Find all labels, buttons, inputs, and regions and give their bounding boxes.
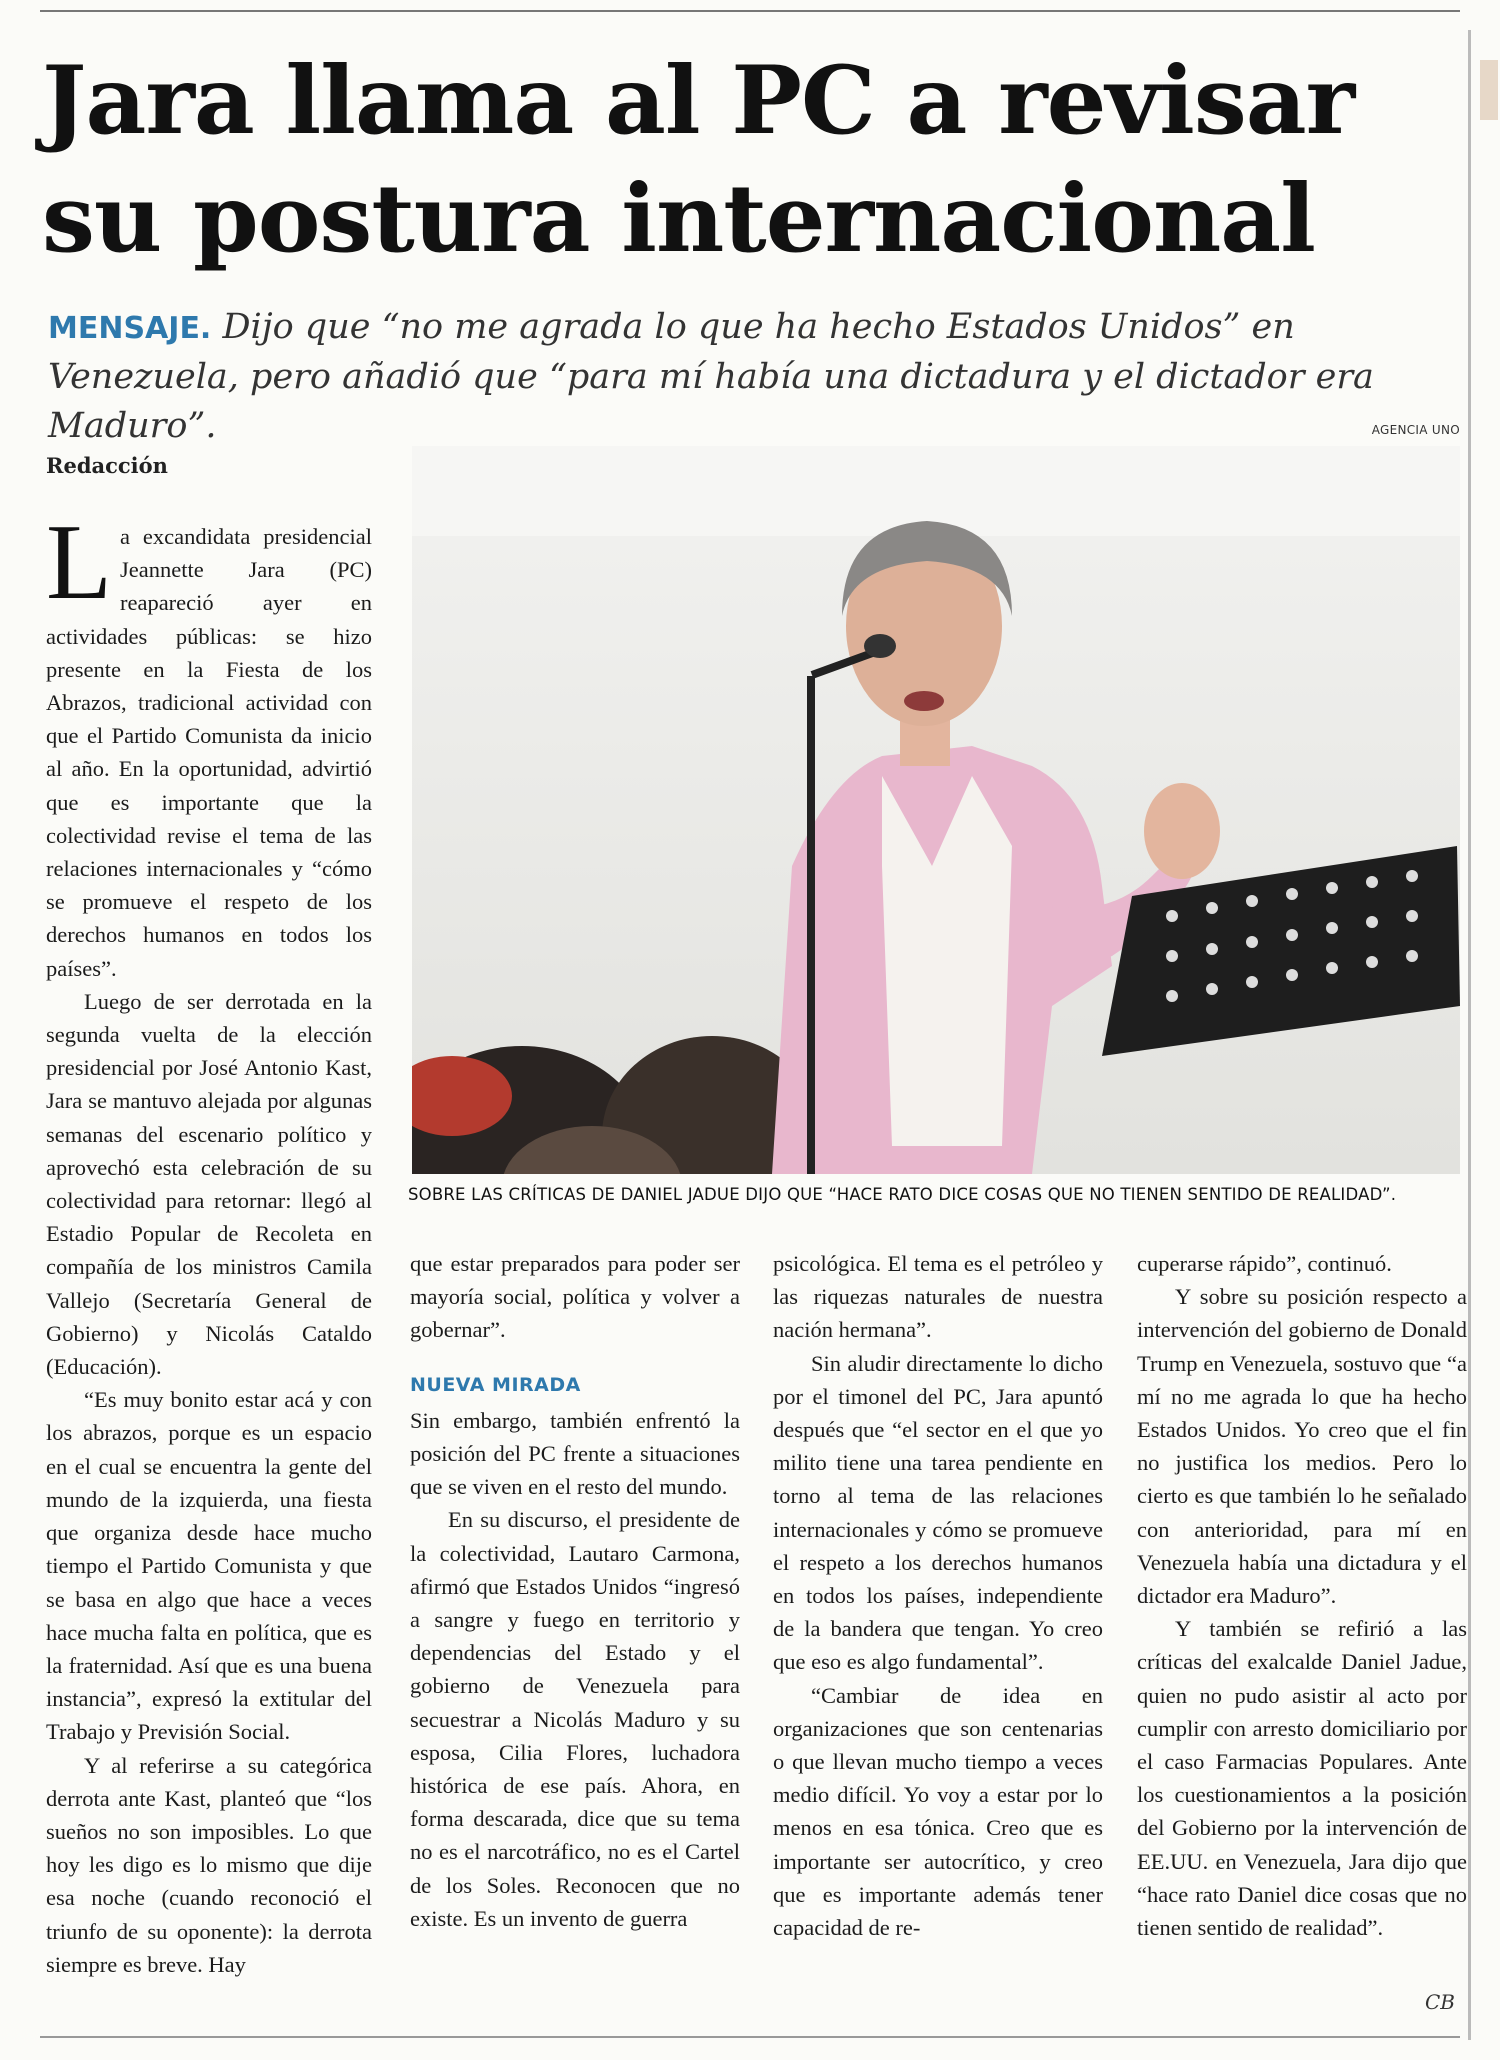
photo-credit: AGENCIA UNO (1371, 423, 1460, 437)
paragraph: Y sobre su posición respecto a intervención del gobierno de Donald Trump en Venezuela, sostuvo que “a mí no me agrada lo que ha hecho Estados Unidos. Yo creo que el fin no justifica los medios. Pero lo cierto es que también lo he señalado con anterioridad, para mí en Venezuela había una dictadura y el dictador era Maduro”. (1137, 1284, 1467, 1609)
paragraph: psicológica. El tema es el petróleo y las riquezas naturales de nuestra nación hermana”. (773, 1251, 1103, 1343)
paragraph: Y también se refirió a las críticas del exalcalde Daniel Jadue, quien no pudo asistir al acto por cumplir con arresto domiciliario por el caso Farmacias Populares. Ante los cuestionamientos a la posición del Gobierno por la intervención de EE.UU. en Venezuela, Jara dijo que “hace rato Daniel dice cosas que no tienen sentido de realidad”. (1137, 1616, 1467, 1941)
article-photo (412, 446, 1460, 1174)
column-divider (1468, 30, 1471, 2040)
paragraph: Sin aludir directamente lo dicho por el timonel del PC, Jara apuntó después que “el sector en el que yo milito tiene una tarea pendiente en torno al tema de las relaciones internacionales y cómo se promueve el respeto a los derechos humanos en todos los países, independiente de la bandera que tengan. Yo creo que eso es algo fundamental”. (773, 1350, 1103, 1675)
byline: Redacción (46, 453, 168, 478)
deck (48, 303, 1468, 451)
bottom-rule (40, 2036, 1460, 2038)
paragraph: cuperarse rápido”, continuó. (1137, 1251, 1392, 1276)
paragraph: Luego de ser derrotada en la segunda vuelta de la elección presidencial por José Antonio Kast, Jara se mantuvo alejada por algunas semanas del escenario político y aprovechó esta celebración de su colectividad para retornar: llegó al Estadio Popular de Recoleta en compañía de los ministros Camila Vallejo (Secretaría General de Gobierno) y Nicolás Cataldo (Educación). (46, 988, 372, 1380)
top-rule (40, 10, 1460, 12)
paragraph: Sin embargo, también enfrentó la posición del PC frente a situaciones que se viven en el resto del mundo. (410, 1407, 740, 1500)
paragraph (46, 503, 372, 985)
paragraph: “Cambiar de idea en organizaciones que son centenarias o que llevan mucho tiempo a veces medio difícil. Yo voy a estar por lo menos en esa tónica. Creo que es importante ser autocrítico, y creo que es importante además tener capacidad de re- (773, 1682, 1103, 1941)
paragraph: Y al referirse a su categórica derrota ante Kast, planteó que “los sueños no son imposibles. Lo que hoy les digo es lo mismo que dije esa noche (cuando reconoció el triunfo de su oponente): la derrota siempre es breve. Hay (46, 1752, 372, 1977)
headline: Jara llama al PC a revisar su postura internacional (42, 46, 1355, 274)
deck-label: MENSAJE. (48, 311, 212, 346)
deck-text: Dijo que “no me agrada lo que ha hecho Estados Unidos” en Venezuela, pero añadió que “para mí había una dictadura y el dictador era Maduro”. (48, 307, 1374, 446)
adjacent-page-edge (1480, 60, 1498, 120)
photo-illustration (412, 446, 1460, 1174)
paragraph: que estar preparados para poder ser mayoría social, política y volver a gobernar”. (410, 1251, 740, 1343)
subhead: NUEVA MIRADA (410, 1373, 581, 1396)
paragraph: En su discurso, el presidente de la colectividad, Lautaro Carmona, afirmó que Estados Unidos “ingresó a sangre y fuego en territorio y dependencias del Estado y el gobierno de Venezuela para secuestrar a Nicolás Maduro y su esposa, Cilia Flores, luchadora histórica de ese país. Ahora, en forma descarada, dice que su tema no es el narcotráfico, no es el Cartel de los Soles. Reconocen que no existe. Es un invento de guerra (410, 1507, 740, 1931)
drop-cap: L (46, 503, 112, 622)
column-3 (773, 1247, 1103, 1944)
photo-caption: SOBRE LAS CRÍTICAS DE DANIEL JADUE DIJO QUE “HACE RATO DICE COSAS QUE NO TIENEN SENTIDO DE REALIDAD”. (408, 1185, 1397, 1204)
column-2 (410, 1247, 740, 1935)
column-4 (1137, 1247, 1467, 1944)
paragraph-text: a excandidata presidencial Jeannette Jara (PC) reapareció ayer en actividades públicas: se hizo presente en la Fiesta de los Abrazos, tradicional actividad con que el Partido Comunista da inicio al año. En la oportunidad, advirtió que es importante que la colectividad revise el tema de las relaciones internacionales y “cómo se promueve el respeto de los derechos humanos en todos los países”. (46, 524, 372, 981)
column-1 (46, 503, 372, 1981)
author-signature: CB (1425, 1990, 1455, 2014)
paragraph: “Es muy bonito estar acá y con los abrazos, porque es un espacio en el cual se encuentra la gente del mundo de la izquierda, una fiesta que organiza desde hace mucho tiempo el Partido Comunista y que se basa en algo que hace a veces hace mucha falta en política, que es la fraternidad. Así que es una buena instancia”, expresó la extitular del Trabajo y Previsión Social. (46, 1387, 372, 1745)
